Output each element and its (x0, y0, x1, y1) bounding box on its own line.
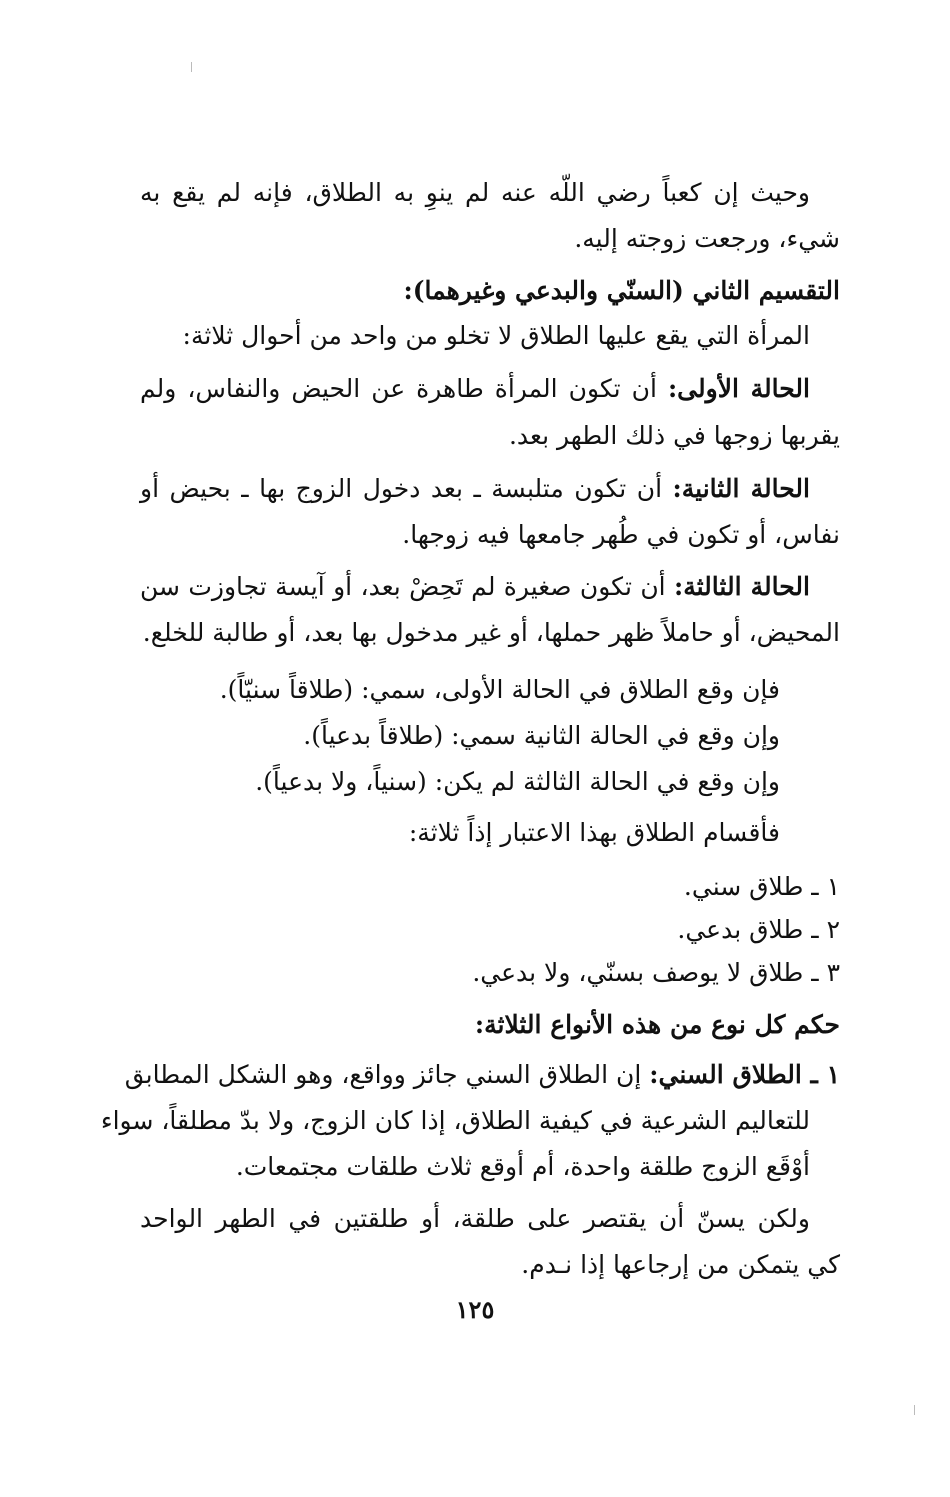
ruling-heading: حكم كل نوع من هذه الأنواع الثلاثة: (474, 1010, 840, 1039)
types-list-item-1: ١ ـ طلاق سني. (683, 872, 840, 901)
paragraph-1-line-1: وحيث إن كعباً رضي اللّه عنه لم ينوِ به الطلاق، فإنه لم يقع به (140, 178, 810, 207)
ruling-1-line-2: للتعاليم الشرعية في كيفية الطلاق، إذا كان الزوج، ولا بدّ مطلقاً، سواء (100, 1106, 810, 1135)
case-3-line-2: المحيض، أو حاملاً ظهر حملها، أو غير مدخول بها بعد، أو طالبة للخلع. (142, 618, 840, 647)
case-1-label: الحالة الأولى: (667, 374, 810, 403)
types-list-item-3: ٣ ـ طلاق لا يوصف بسنّي، ولا بدعي. (472, 958, 840, 987)
closing-line-1: ولكن يسنّ أن يقتصر على طلقة، أو طلقتين في الطهر الواحد (140, 1204, 810, 1233)
ruling-1-label: ١ ـ الطلاق السني: (649, 1060, 840, 1089)
case-1-text: أن تكون المرأة طاهرة عن الحيض والنفاس، ولم (140, 374, 668, 403)
types-list-item-2: ٢ ـ طلاق بدعي. (677, 915, 840, 944)
case-2-text: أن تكون متلبسة ـ بعد دخول الزوج بها ـ بحيض أو (140, 474, 673, 503)
case-2-line-1 (140, 476, 840, 501)
intro-line: المرأة التي يقع عليها الطلاق لا تخلو من واحد من أحوال ثلاثة: (182, 321, 810, 350)
paragraph-1-line-2: شيء، ورجعت زوجته إليه. (574, 224, 840, 253)
section-heading: التقسيم الثاني (السنّي والبدعي وغيرهما): (403, 276, 840, 305)
case-3-line-1 (140, 574, 840, 599)
naming-line-2: وإن وقع في الحالة الثانية سمي: (طلاقاً بدعياً). (303, 721, 780, 750)
case-3-text: أن تكون صغيرة لم تَحِضْ بعد، أو آيسة تجاوزت سن (140, 572, 674, 601)
scan-mark (191, 62, 192, 72)
case-1-line-2: يقربها زوجها في ذلك الطهر بعد. (508, 421, 840, 450)
case-2-line-2: نفاس، أو تكون في طُهر جامعها فيه زوجها. (402, 520, 840, 549)
types-intro: فأقسام الطلاق بهذا الاعتبار إذاً ثلاثة: (408, 818, 780, 847)
ruling-1-line-3: أوْقَع الزوج طلقة واحدة، أم أوقع ثلاث طلقات مجتمعات. (235, 1152, 810, 1181)
page-number: ١٢٥ (455, 1295, 495, 1324)
naming-line-1: فإن وقع الطلاق في الحالة الأولى، سمي: (طلاقاً سنيّاً). (219, 675, 780, 704)
ruling-1-text: إن الطلاق السني جائز وواقع، وهو الشكل المطابق (124, 1060, 650, 1089)
case-3-label: الحالة الثالثة: (674, 572, 810, 601)
case-2-label: الحالة الثانية: (672, 474, 810, 503)
ruling-1-line-1 (124, 1060, 840, 1089)
closing-line-2: كي يتمكن من إرجاعها إذا نـدم. (521, 1250, 840, 1279)
scan-mark (914, 1405, 915, 1415)
case-1-line-1 (140, 376, 840, 401)
naming-line-3: وإن وقع في الحالة الثالثة لم يكن: (سنياً، ولا بدعياً). (255, 767, 780, 796)
